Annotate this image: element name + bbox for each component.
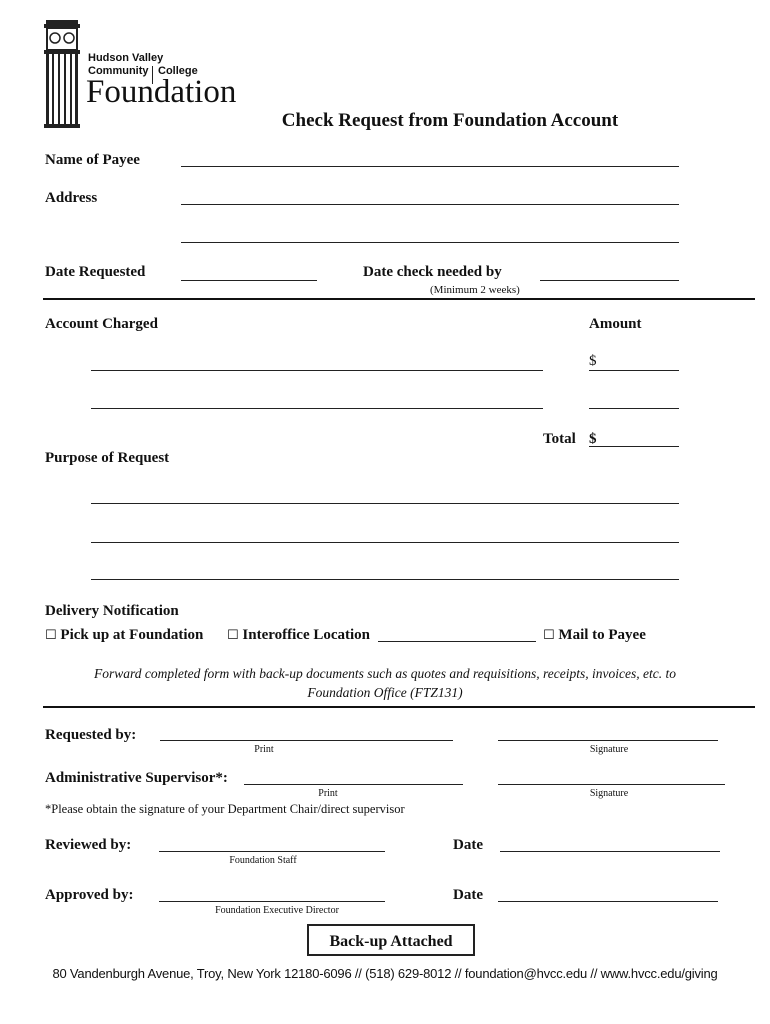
payee-field[interactable] (181, 166, 679, 167)
page-title: Check Request from Foundation Account (281, 110, 619, 131)
interoffice-location-field[interactable] (378, 641, 536, 642)
purpose-label: Purpose of Request (45, 450, 170, 466)
admin-supervisor-label: Administrative Supervisor*: (45, 770, 228, 786)
approved-by-caption: Foundation Executive Director (215, 905, 339, 916)
approved-date-label: Date (453, 887, 483, 903)
reviewed-by-caption: Foundation Staff (229, 855, 297, 866)
total-field[interactable] (589, 446, 679, 447)
amount-field-1[interactable] (589, 370, 679, 371)
reviewed-date-field[interactable] (500, 851, 720, 852)
approved-by-label: Approved by: (45, 887, 134, 903)
total-dollar-sign: $ (589, 431, 597, 447)
instructions-line-2: Foundation Office (FTZ131) (307, 685, 463, 700)
logo-line-2: Community (88, 65, 149, 77)
delivery-heading: Delivery Notification (45, 603, 179, 619)
address-field-line-2[interactable] (181, 242, 679, 243)
account-field-2[interactable] (91, 408, 543, 409)
mail-label: Mail to Payee (558, 627, 646, 643)
account-charged-label: Account Charged (45, 316, 158, 332)
account-field-1[interactable] (91, 370, 543, 371)
admin-supervisor-signature-caption: Signature (589, 788, 629, 799)
approved-date-field[interactable] (498, 901, 718, 902)
amount-field-2[interactable] (589, 408, 679, 409)
backup-attached-box[interactable]: Back-up Attached (307, 924, 475, 956)
requested-by-print-caption: Print (254, 744, 274, 755)
mail-checkbox[interactable]: ☐ (543, 628, 555, 643)
interoffice-label: Interoffice Location (242, 627, 371, 643)
amount-dollar-sign: $ (589, 353, 597, 369)
section-divider-bottom (43, 706, 755, 708)
date-needed-field[interactable] (540, 280, 679, 281)
admin-supervisor-print-field[interactable] (244, 784, 463, 785)
total-label: Total (543, 431, 576, 447)
address-field-line-1[interactable] (181, 204, 679, 205)
pickup-label: Pick up at Foundation (60, 627, 204, 643)
payee-label: Name of Payee (45, 152, 140, 168)
logo-line-1: Hudson Valley (88, 52, 164, 64)
date-requested-label: Date Requested (45, 264, 146, 280)
purpose-field-line-1[interactable] (91, 503, 679, 504)
interoffice-option[interactable] (227, 627, 370, 644)
logo-line-3: College (158, 65, 198, 77)
requested-by-label: Requested by: (45, 727, 137, 743)
requested-by-signature-field[interactable] (498, 740, 718, 741)
admin-supervisor-note: *Please obtain the signature of your Department Chair/direct supervisor (45, 802, 405, 816)
clock-tower-icon (40, 20, 84, 130)
purpose-field-line-2[interactable] (91, 542, 679, 543)
amount-label: Amount (589, 316, 642, 332)
requested-by-signature-caption: Signature (589, 744, 629, 755)
admin-supervisor-signature-field[interactable] (498, 784, 725, 785)
reviewed-date-label: Date (453, 837, 483, 853)
admin-supervisor-print-caption: Print (318, 788, 338, 799)
requested-by-print-field[interactable] (160, 740, 453, 741)
date-needed-note: (Minimum 2 weeks) (430, 284, 520, 296)
footer-contact: 80 Vandenburgh Avenue, Troy, New York 12180-6096 // (518) 629-8012 // foundation@hvcc.edu // www.hvcc.edu/giving (52, 966, 718, 981)
purpose-field-line-3[interactable] (91, 579, 679, 580)
address-label: Address (45, 190, 98, 206)
interoffice-checkbox[interactable]: ☐ (227, 628, 239, 643)
reviewed-by-label: Reviewed by: (45, 837, 132, 853)
logo-wordmark: Foundation (86, 74, 237, 110)
pickup-checkbox[interactable]: ☐ (45, 628, 57, 643)
approved-by-field[interactable] (159, 901, 385, 902)
date-requested-field[interactable] (181, 280, 317, 281)
section-divider-top (43, 298, 755, 300)
mail-option[interactable] (543, 627, 646, 644)
date-needed-label: Date check needed by (363, 264, 502, 280)
instructions-line-1: Forward completed form with back-up documents such as quotes and requisitions, receipts, invoices, etc. to (94, 666, 676, 681)
pickup-option[interactable] (45, 627, 203, 644)
reviewed-by-field[interactable] (159, 851, 385, 852)
